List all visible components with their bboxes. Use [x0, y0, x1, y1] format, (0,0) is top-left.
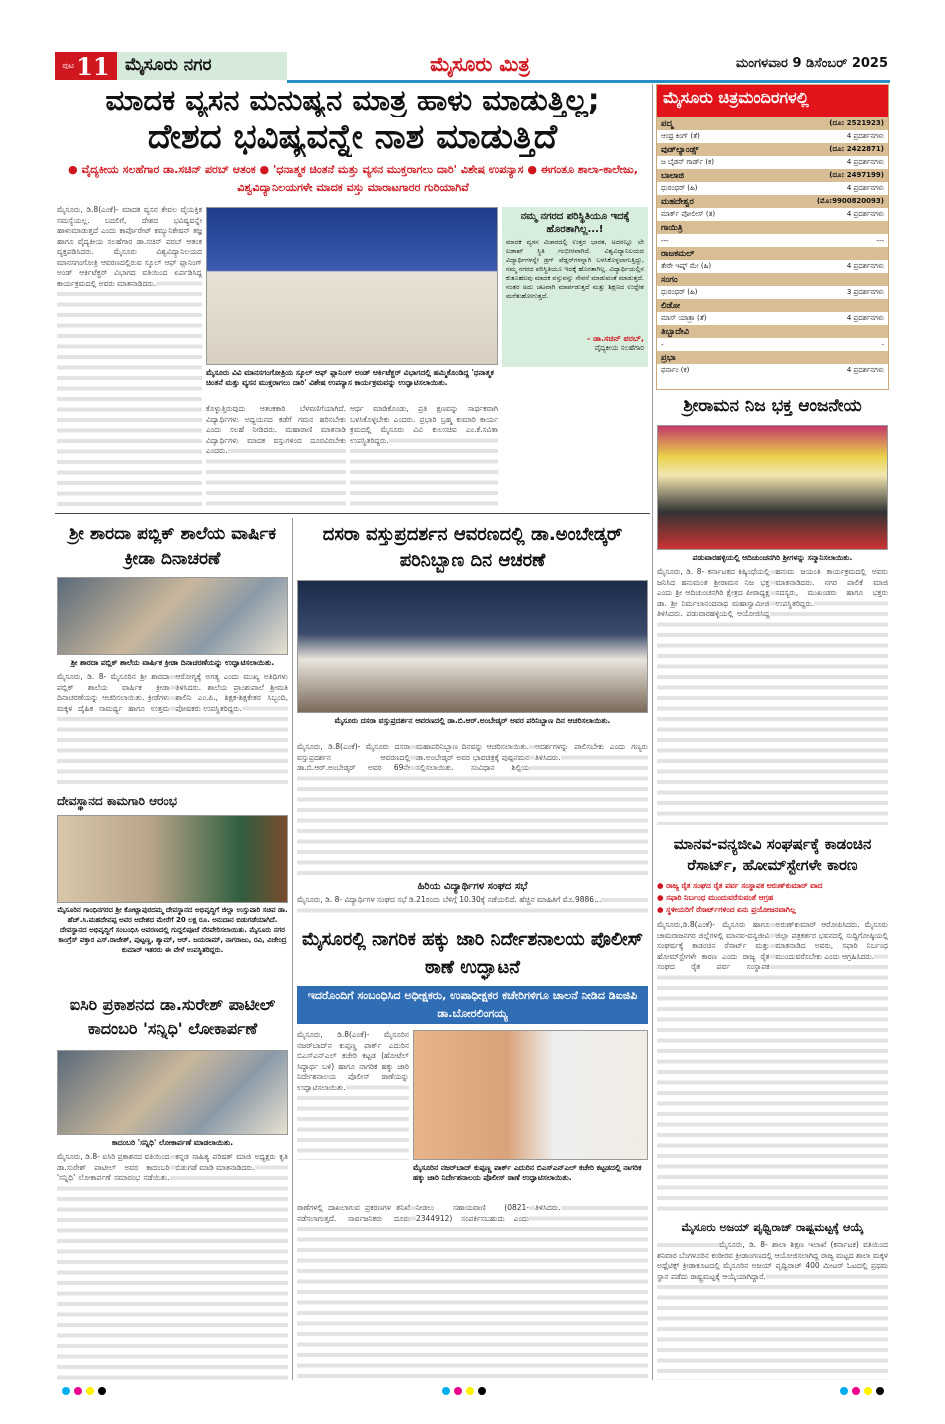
- theatre-name: ಪ್ರಭಾ: [657, 351, 762, 364]
- theatre-row: [657, 221, 888, 234]
- show-count: ---: [762, 234, 889, 247]
- theatre-row: [657, 273, 888, 286]
- showing-row: [657, 130, 888, 143]
- isiri-caption: ಕಾದಂಬರಿ 'ಸನ್ನಿಧಿ' ಲೋಕಾರ್ಪಣೆ ಮಾಡಲಾಯಿತು.: [111, 1138, 234, 1147]
- show-count: 4 ಪ್ರದರ್ಶನಗಳು: [762, 130, 889, 143]
- showing-row: [657, 286, 888, 299]
- page-number: 11: [76, 51, 110, 81]
- dasara-photo: [297, 580, 648, 713]
- nagarika-caption: ಮೈಸೂರಿನ ನಜರ್‌ಬಾದ್ ಕುಪ್ಪಣ್ಣ ಪಾರ್ಕ್ ಎದುರಿನ ಬಿಎಸ್‌ಎನ್‌ಎಲ್ ಕಚೇರಿ ಕಟ್ಟಡದಲ್ಲಿ ನಾಗರಿಕ ಹಕ್ಕು ಜಾರಿ ನಿರ್ದೇಶನಾಲಯ ಪೊಲೀಸ್ ಠಾಣೆ ಉದ್ಘಾಟಿಸಲಾಯಿತು.: [413, 1163, 642, 1182]
- showing-row: [657, 312, 888, 325]
- movie-title: ಫರ್ನಾಂ (ಕ): [657, 364, 762, 377]
- manava-subheads: [657, 880, 890, 916]
- show-count: 3 ಪ್ರದರ್ಶನಗಳು: [762, 286, 889, 299]
- theatre-name: ಲಿಡೋ: [657, 299, 762, 312]
- cinema-listing: [656, 84, 889, 390]
- masthead: ಮೈಸೂರು ಮಿತ್ರ: [430, 52, 530, 76]
- movie-title: ---: [657, 234, 762, 247]
- theatre-row: [657, 169, 888, 182]
- quote-box: [502, 207, 648, 367]
- nagarika-body-2: ಠಾಣೆಗಳಲ್ಲಿ ದಾಖಲಾಗುವ ಪ್ರಕರಣಗಳ ತನಿಖೆ ನಡೆಸಲಾಗುತ್ತದೆ. ಸಾರ್ವಜನಿಕರು ದೂರು ನೀಡಲು ಸಹಾಯವಾಣಿ (0821-2344912) ಸಂಪರ್ಕಿಸಬಹುದು ಎಂದು ತಿಳಿಸಿದರು.: [297, 1203, 648, 1380]
- quote-box-author: - ಡಾ.ಸಚಿನ್ ಪರಬ್,: [587, 334, 644, 343]
- theatre-row: [657, 247, 888, 260]
- lead-photo-caption: ಮೈಸೂರು ವಿವಿ ಮಾನಸಗಂಗೋತ್ರಿಯ ಸ್ಕೂಲ್ ಆಫ್ ಪ್ಲಾನಿಂಗ್ ಅಂಡ್ ಆರ್ಕಿಟೆಕ್ಚರ್ ವಿಭಾಗದಲ್ಲಿ ಹಮ್ಮಿಕೊಂಡಿದ್ದ 'ಧನಾತ್ಮಕ ಚಿಂತನೆ ಮತ್ತು ವ್ಯಸನ ಮುಕ್ತರಾಗಲು ದಾರಿ' ವಿಶೇಷ ಉಪನ್ಯಾಸ ಕಾರ್ಯಕ್ರಮವನ್ನು ಉದ್ಘಾಟಿಸಲಾಯಿತು.: [206, 368, 494, 387]
- ajay-headline: ಮೈಸೂರು ಅಜಯ್ ಪೃಥ್ವಿರಾಜ್ ರಾಷ್ಟ್ರಮಟ್ಟಕ್ಕೆ ಆಯ್ಕೆ: [681, 1222, 864, 1234]
- theatre-row: [657, 351, 888, 364]
- isiri-body: ಮೈಸೂರು, ಡಿ.8- ಐಸಿರಿ ಪ್ರಕಾಶನದ ವತಿಯಿಂದ ಡಾ.ಸುರೇಶ್ ಪಾಟೀಲ್ ಅವರ ಕಾದಂಬರಿ 'ಸನ್ನಿಧಿ' ಲೋಕಾರ್ಪಣೆ ಸಮಾರಂಭ ನಡೆಯಿತು. ಕನ್ನಡ ಸಾಹಿತ್ಯ ಪರಿಷತ್ ಮಾಜಿ ಅಧ್ಯಕ್ಷರು ಕೃತಿ ಬಿಡುಗಡೆ ಮಾಡಿ ಮಾತನಾಡಿದರು.: [57, 1152, 288, 1380]
- theatre-phone: [762, 299, 889, 312]
- sharada-photo: [57, 577, 288, 655]
- lead-body-1: ಮೈಸೂರು, ಡಿ.8(ಎಂಕೆ)- ಮಾದಕ ವ್ಯಸನ ಕೇವಲ ವೈಯಕ್ತಿಕ ಸಮಸ್ಯೆಯಲ್ಲ. ಬದಲಿಗೆ, ದೇಶದ ಭವಿಷ್ಯವನ್ನೇ ಹಾಳುಮಾಡುತ್ತದೆ ಎಂದು ಕಾರ್ಪೊರೇಟ್ ಕಮ್ಯುನಿಕೇಷನ್ ತಜ್ಞ ಹಾಗೂ ವೈದ್ಯಕೀಯ ಸಲಹೆಗಾರ ಡಾ.ಸಚಿನ್ ಪರಬ್ ಆತಂಕ ವ್ಯಕ್ತಪಡಿಸಿದರು. ಮೈಸೂರು ವಿಶ್ವವಿದ್ಯಾನಿಲಯದ ಮಾನಸಗಂಗೋತ್ರಿ ಆವರಣದಲ್ಲಿರುವ ಸ್ಕೂಲ್ ಆಫ್ ಪ್ಲಾನಿಂಗ್ ಅಂಡ್ ಆರ್ಕಿಟೆಕ್ಚರ್ ವಿಭಾಗದ ವತಿಯಿಂದ ಏರ್ಪಡಿಸಿದ್ದ ಕಾರ್ಯಕ್ರಮದಲ್ಲಿ ಅವರು ಮಾತನಾಡಿದರು.: [57, 205, 202, 510]
- theatre-row: [657, 325, 888, 338]
- theatre-name: ಸಂಗಂ: [657, 273, 762, 286]
- show-count: 4 ಪ್ರದರ್ಶನಗಳು: [762, 312, 889, 325]
- isiri-headline: ಐಸಿರಿ ಪ್ರಕಾಶನದ ಡಾ.ಸುರೇಶ್ ಪಾಟೀಲ್ ಕಾದಂಬರಿ 'ಸನ್ನಿಧಿ' ಲೋಕಾರ್ಪಣೆ: [69, 995, 276, 1038]
- isiri-photo: [57, 1050, 288, 1135]
- show-count: 4 ಪ್ರದರ್ಶನಗಳು: [762, 364, 889, 377]
- showing-row: [657, 182, 888, 195]
- devasthana-photo: [57, 815, 288, 903]
- hiriya-body: ಮೈಸೂರು, ಡಿ. 8- ವಿದ್ಯಾರ್ಥಿಗಳ ಸಂಘದ ಸಭೆ ಡಿ.21ರಂದು ಬೆಳಿಗ್ಗೆ 10.30ಕ್ಕೆ ನಡೆಯಲಿದೆ. ಹೆಚ್ಚಿನ ಮಾಹಿತಿಗೆ ಮೊ.9886...: [297, 895, 648, 917]
- dasara-body: ಮೈಸೂರು, ಡಿ.8(ಎಂಕೆ)- ಮೈಸೂರು ದಸರಾ ವಸ್ತುಪ್ರದರ್ಶನ ಆವರಣದಲ್ಲಿ ಡಾ.ಬಿ.ಆರ್.ಅಂಬೇಡ್ಕರ್ ಅವರ 69ನೇ ಮಹಾಪರಿನಿಬ್ಬಾಣ ದಿನವನ್ನು ಆಚರಿಸಲಾಯಿತು. ಡಾ.ಅಂಬೇಡ್ಕರ್ ಅವರ ಭಾವಚಿತ್ರಕ್ಕೆ ಪುಷ್ಪನಮನ ಸಲ್ಲಿಸಲಾಯಿತು. ಸಂವಿಧಾನ ಶಿಲ್ಪಿಯ ಆದರ್ಶಗಳನ್ನು ಪಾಲಿಸಬೇಕು ಎಂದು ಗಣ್ಯರು ತಿಳಿಸಿದರು.: [297, 742, 648, 880]
- theatre-row: [657, 195, 888, 208]
- theatre-row: [657, 299, 888, 312]
- sharada-headline: ಶ್ರೀ ಶಾರದಾ ಪಬ್ಲಿಕ್ ಶಾಲೆಯ ವಾರ್ಷಿಕ ಕ್ರೀಡಾ ದಿನಾಚರಣೆ: [68, 524, 277, 569]
- column-rule: [292, 518, 293, 1380]
- anjaneya-headline: ಶ್ರೀರಾಮನ ನಿಜ ಭಕ್ತ ಆಂಜನೇಯ: [683, 396, 862, 416]
- movie-title: ತೇರೇ ಇಷ್ಕ್ ಮೇ (ಹಿ): [657, 260, 762, 273]
- nagarika-photo: [413, 1030, 648, 1160]
- showing-row: [657, 156, 888, 169]
- show-count: 4 ಪ್ರದರ್ಶನಗಳು: [762, 182, 889, 195]
- theatre-name: ಪದ್ಮ: [657, 117, 762, 130]
- header-rule: [287, 80, 890, 83]
- lead-headline-1: ಮಾದಕ ವ್ಯಸನ ಮನುಷ್ಯನ ಮಾತ್ರ ಹಾಳು ಮಾಡುತ್ತಿಲ್ಲ;: [105, 84, 600, 117]
- movie-title: ಜ ಬೈಡನ್ ಗಾರ್ಡ್ (ಕ): [657, 156, 762, 169]
- devasthana-headline: ದೇವಸ್ಥಾನದ ಕಾಮಗಾರಿ ಆರಂಭ: [57, 794, 177, 808]
- show-count: 4 ಪ್ರದರ್ಶನಗಳು: [762, 208, 889, 221]
- sharada-body: ಮೈಸೂರು, ಡಿ. 8- ಮೈಸೂರಿನ ಶ್ರೀ ಶಾರದಾ ಪಬ್ಲಿಕ್ ಶಾಲೆಯ ವಾರ್ಷಿಕ ಕ್ರೀಡಾ ದಿನಾಚರಣೆಯನ್ನು ಆಚರಿಸಲಾಯಿತು. ಕ್ರೀಡೆಗಳು ಮಕ್ಕಳ ದೈಹಿಕ ಸಾಮರ್ಥ್ಯ ಹಾಗೂ ಉತ್ತಮ ಆರೋಗ್ಯಕ್ಕೆ ಅಗತ್ಯ ಎಂದು ಮುಖ್ಯ ಅತಿಥಿಗಳು ತಿಳಿಸಿದರು. ಶಾಲೆಯ ಪ್ರಾಂಶುಪಾಲೆ ಶ್ರೀಮತಿ ಶಾಲಿನಿ ಎಂ.ಪಿ., ಶಿಕ್ಷಕ-ಶಿಕ್ಷಕೇತರ ಸಿಬ್ಬಂದಿ, ಪೋಷಕರು ಉಪಸ್ಥಿತರಿದ್ದರು.: [57, 672, 288, 790]
- show-count: 4 ಪ್ರದರ್ಶನಗಳು: [762, 156, 889, 169]
- movie-title: ಧುರಂಧರ್ (ಹಿ): [657, 286, 762, 299]
- manava-body: ಮೈಸೂರು,ಡಿ.8(ಎಂಕೆ)- ಮೈಸೂರು ಹಾಗೂ ಚಾಮರಾಜನಗರ ಜಿಲ್ಲೆಗಳಲ್ಲಿ ಮಾನವ-ವನ್ಯಜೀವಿ ಸಂಘರ್ಷಕ್ಕೆ ಕಾಡಂಚಿನ ರೆಸಾರ್ಟ್ ಮತ್ತು ಹೋಮ್‌ಸ್ಟೇಗಳೇ ಕಾರಣ ಎಂದು ರಾಜ್ಯ ರೈತ ಸಂಘದ ರೈತ ಪರ್ವ ಸಂಸ್ಥಾಪಕ ಅರುಣ್‌ಕುಮಾರ್ ಆರೋಪಿಸಿದರು. ಮೈಸೂರು ಜಿಲ್ಲಾ ಪತ್ರಕರ್ತರ ಭವನದಲ್ಲಿ ಸುದ್ದಿಗೋಷ್ಠಿಯಲ್ಲಿ ಮಾತನಾಡಿದ ಅವರು, ಸಫಾರಿ ನಿರ್ಬಂಧ ಮುಂದುವರೆಸಬೇಕು ಎಂದು ಆಗ್ರಹಿಸಿದರು.: [657, 920, 888, 1215]
- theatre-phone: (ಮೊ:9900820093): [762, 195, 889, 208]
- issue-date: ಮಂಗಳವಾರ 9 ಡಿಸೆಂಬರ್ 2025: [735, 56, 888, 71]
- theatre-name: ರಾಜಕಮಲ್: [657, 247, 762, 260]
- movie-title: ಧುರಂಧರ್ (ಹಿ): [657, 182, 762, 195]
- hiriya-headline: ಹಿರಿಯ ವಿದ್ಯಾರ್ಥಿಗಳ ಸಂಘದ ಸಭೆ: [417, 881, 528, 892]
- showing-row: [657, 260, 888, 273]
- theatre-name: ಮಹದೇಶ್ವರ: [657, 195, 762, 208]
- page-number-box: [55, 52, 117, 80]
- sharada-caption: ಶ್ರೀ ಶಾರದಾ ಪಬ್ಲಿಕ್ ಶಾಲೆಯ ವಾರ್ಷಿಕ ಕ್ರೀಡಾ ದಿನಾಚರಣೆಯನ್ನು ಉದ್ಘಾಟಿಸಲಾಯಿತು.: [70, 658, 275, 667]
- showing-row: [657, 364, 888, 377]
- lead-body-2: ಕೊಳ್ಳುತ್ತಿರುವುದು ಆತಂಕಕಾರಿ ಬೆಳವಣಿಗೆಯಾಗಿದೆ. ವಿದ್ಯಾರ್ಥಿಗಳು ಅಧ್ಯಯನದ ಕಡೆಗೆ ಗಮನ ಹರಿಸಬೇಕು ಎಂದು ಸಲಹೆ ನೀಡಿದರು. ಮಹಾರಾಣಿ ಮಾತನಾಡಿ ವಿದ್ಯಾರ್ಥಿಗಳು ಮಾದಕ ವಸ್ತುಗಳಿಂದ ದೂರವಿರಬೇಕು ಎಂದರು.: [206, 404, 346, 510]
- manava-sub-1: ● ರಾಜ್ಯ ರೈತ ಸಂಘದ ರೈತ ಪರ್ವ ಸಂಸ್ಥಾಪಕ ಅರುಣ್‌ಕುಮಾರ್ ವಾದ: [657, 881, 823, 890]
- theatre-name: ಬಾಲಾಜಿ: [657, 169, 762, 182]
- theatre-phone: (ದೂ: 2521923): [762, 117, 889, 130]
- theatre-row: [657, 117, 888, 130]
- cinema-title: ಮೈಸೂರು ಚಿತ್ರಮಂದಿರಗಳಲ್ಲಿ: [657, 85, 888, 117]
- dasara-caption: ಮೈಸೂರು ದಸರಾ ವಸ್ತುಪ್ರದರ್ಶನ ಆವರಣದಲ್ಲಿ ಡಾ.ಬಿ.ಆರ್.ಅಂಬೇಡ್ಕರ್ ಅವರ ಪರಿನಿಬ್ಬಾಣ ದಿನ ಆಚರಿಸಲಾಯಿತು.: [334, 716, 611, 725]
- nagarika-body: ಮೈಸೂರು, ಡಿ.8(ಎಂಕೆ)- ಮೈಸೂರಿನ ನಜರ್‌ಬಾದ್‌ನ ಕುಪ್ಪಣ್ಣ ಪಾರ್ಕ್ ಎದುರಿನ ಬಿಎಸ್‌ಎನ್‌ಎಲ್ ಕಚೇರಿ ಕಟ್ಟಡ (ಹೋಟೆಲ್ ಸಿದ್ದಾರ್ಥ ಬಳಿ) ಹಾಗೂ ನಾಗರಿಕ ಹಕ್ಕು ಜಾರಿ ನಿರ್ದೇಶನಾಲಯ ಪೊಲೀಸ್ ಠಾಣೆಯನ್ನು ಉದ್ಘಾಟಿಸಲಾಯಿತು.: [297, 1030, 409, 1160]
- theatre-name: ತಿಬ್ಬಾದೇವಿ: [657, 325, 762, 338]
- theatre-name: ಗಾಯಿತ್ರಿ: [657, 221, 762, 234]
- ajay-body: ಮೈಸೂರು, ಡಿ. 8- ಶಾಲಾ ಶಿಕ್ಷಣ ಇಲಾಖೆ (ಕರ್ನಾಟಕ) ವತಿಯಿಂದ ಶನಿವಾರ ಬೆಂಗಳೂರಿನ ಕಂಠೀರವ ಕ್ರೀಡಾಂಗಣದಲ್ಲಿ ಆಯೋಜಿಸಲಾಗಿದ್ದ ರಾಜ್ಯ ಮಟ್ಟದ ಶಾಲಾ ಮಕ್ಕಳ ಅಥ್ಲೆಟಿಕ್ಸ್ ಕ್ರೀಡಾಕೂಟದಲ್ಲಿ ಮೈಸೂರಿನ ಅಜಯ್ ಪೃಥ್ವಿರಾಜ್ 400 ಮೀಟರ್ ಓಟದಲ್ಲಿ ಪ್ರಥಮ ಸ್ಥಾನ ಪಡೆದು ರಾಷ್ಟ್ರಮಟ್ಟಕ್ಕೆ ಆಯ್ಕೆಯಾಗಿದ್ದಾರೆ.: [657, 1240, 888, 1380]
- registration-marks: [440, 1380, 488, 1399]
- dasara-headline: ದಸರಾ ವಸ್ತುಪ್ರದರ್ಶನ ಆವರಣದಲ್ಲಿ ಡಾ.ಅಂಬೇಡ್ಕರ್ ಪರಿನಿಬ್ಬಾಣ ದಿನ ಆಚರಣೆ: [322, 524, 623, 571]
- theatre-phone: [762, 221, 889, 234]
- anjaneya-photo: [657, 425, 888, 550]
- lead-subheads: ● ವೈದ್ಯಕೀಯ ಸಲಹೆಗಾರ ಡಾ.ಸಚಿನ್ ಪರಬ್ ಆತಂಕ ● 'ಧನಾತ್ಮಕ ಚಿಂತನೆ ಮತ್ತು ವ್ಯಸನ ಮುಕ್ತರಾಗಲು ದಾರಿ' ವಿಶೇಷ ಉಪನ್ಯಾಸ ● ಈಗಂತೂ ಶಾಲಾ-ಕಾಲೇಜು, ವಿಶ್ವವಿದ್ಯಾನಿಲಯಗಳೇ ಮಾದಕ ವಸ್ತು ಮಾರಾಟಗಾರರ ಗುರಿಯಾಗಿವೆ: [68, 163, 638, 194]
- movie-title: ಆಂಧ್ರ ಕಿಂಗ್ (ತೆ): [657, 130, 762, 143]
- page-prefix: ಪುಟ: [62, 61, 75, 70]
- show-count: 4 ಪ್ರದರ್ಶನಗಳು: [762, 260, 889, 273]
- lead-body-3: ಆರ್ಥ ಮಾಡಿಕೊಂಡು, ಪ್ರತಿ ಕ್ಷಣವನ್ನು ಸಾರ್ಥಕವಾಗಿ ಬಳಸಿಕೊಳ್ಳಬೇಕು ಎಂದರು. ಪ್ರಭಾರಿ ಬ್ರಹ್ಮ ಕುಮಾರಿ ಕಾರ್ಯ ಕ್ರಮದಲ್ಲಿ ಮೈಸೂರು ವಿವಿ ಕುಲಸಚಿವ ಎಂ.ಕೆ.ಸವಿತಾ ಉಪಸ್ಥಿತರಿದ್ದರು.: [350, 404, 498, 510]
- section-label: ಮೈಸೂರು ನಗರ: [117, 52, 287, 80]
- theatre-phone: (ದೂ: 2497199): [762, 169, 889, 182]
- theatre-phone: (ದೂ: 2422871): [762, 143, 889, 156]
- registration-marks: [838, 1380, 886, 1399]
- nagarika-banner: ಇದರೊಂದಿಗೆ ಸಂಬಂಧಿಸಿದ ಅಧೀಕ್ಷಕರು, ಉಪಾಧೀಕ್ಷಕರ ಕಚೇರಿಗಳಿಗೂ ಚಾಲನೆ ನೀಡಿದ ಡಿಐಜಿಪಿ ಡಾ.ಬೋರಲಿಂಗಯ್ಯ: [297, 986, 648, 1024]
- quote-box-author-role: ವೈದ್ಯಕೀಯ ಸಲಹೆಗಾರ: [594, 344, 644, 352]
- nagarika-headline: ಮೈಸೂರಲ್ಲಿ ನಾಗರಿಕ ಹಕ್ಕು ಜಾರಿ ನಿರ್ದೇಶನಾಲಯ ಪೊಲೀಸ್ ಠಾಣೆ ಉದ್ಘಾಟನೆ: [301, 929, 644, 978]
- showing-row: [657, 234, 888, 247]
- anjaneya-body: ಮೈಸೂರು, ಡಿ. 8- ಕರ್ನಾಟಕದ ಕಿಷ್ಕಿಂಧೆಯಲ್ಲಿ ಜನಿಸಿದ ಹನುಮಂತ ಶ್ರೀರಾಮನ ನಿಜ ಭಕ್ತ ಎಂದು ಶ್ರೀ ಆದಿಚುಂಚನಗಿರಿ ಕ್ಷೇತ್ರದ ಪೀಠಾಧ್ಯಕ್ಷ ಡಾ. ಶ್ರೀ ನಿರ್ಮಲಾನಂದನಾಥ ಮಹಾಸ್ವಾಮೀಜಿ ತಿಳಿಸಿದರು. ಪಡುವಾರಹಳ್ಳಿಯಲ್ಲಿ ಆಯೋಜಿಸಿದ್ದ ಹನುಮ ಜಯಂತಿ ಕಾರ್ಯಕ್ರಮದಲ್ಲಿ ಅವರು ಮಾತನಾಡಿದರು. ನಗರ ಪಾಲಿಕೆ ಮಾಜಿ ಸದಸ್ಯರು, ಮುಖಂಡರು ಹಾಗೂ ಭಕ್ತರು ಉಪಸ್ಥಿತರಿದ್ದರು.: [657, 567, 888, 825]
- quote-box-title: ನಮ್ಮ ನಗರದ ಪರಿಸ್ಥಿತಿಯೂ ಇದಕ್ಕೆ ಹೊರತಾಗಿಲ್ಲ...!: [520, 211, 630, 235]
- theatre-name: ವುಡ್‌ಲ್ಯಾಂಡ್ಸ್: [657, 143, 762, 156]
- lead-photo: [206, 207, 498, 365]
- hr: [55, 513, 650, 514]
- devasthana-caption: ಮೈಸೂರಿನ ಗಾಂಧಿನಗರದ ಶ್ರೀ ಕೋಟ್ಲಾಪುರದಮ್ಮ ದೇವಸ್ಥಾನದ ಅಭಿವೃದ್ಧಿಗೆ ಜಿಲ್ಲಾ ಉಸ್ತುವಾರಿ ಸಚಿವ ಡಾ. ಹೆಚ್.ಸಿ.ಮಹದೇವಪ್ಪ ಅವರ ಆದೇಶದ ಮೇರೆಗೆ 20 ಲಕ್ಷ ರೂ. ಅನುದಾನ ಬಿಡುಗಡೆಯಾಗಿದೆ. ದೇವಸ್ಥಾನದ ಅಭಿವೃದ್ಧಿಗೆ ಸಂಬಂಧಿಸಿ ಆವರಣದಲ್ಲಿ ಗುದ್ದಲಿಪೂಜೆ ನೆರವೇರಿಸಲಾಯಿತು. ಮೈಸೂರು ನಗರ ಕಾಂಗ್ರೆಸ್ ವಕ್ತಾರ ಎಸ್.ರಾಜೇಶ್, ಪುಟ್ಟಣ್ಣ, ಶ್ಯಾಮ್, ಆರ್. ಜಯರಾಮ್, ನಾಗರಾಜು, ರವಿ, ವಿಜೇಂದ್ರ ಕುಮಾರ್ ಇತರರು ಈ ವೇಳೆ ಉಪಸ್ಥಿತರಿದ್ದರು.: [57, 906, 288, 954]
- cinema-table: [657, 117, 888, 377]
- registration-marks: [60, 1380, 108, 1399]
- theatre-row: [657, 143, 888, 156]
- manava-sub-2: ● ಸಫಾರಿ ನಿರ್ಬಂಧ ಮುಂದುವರೆಸುವಂತೆ ಆಗ್ರಹ: [657, 893, 774, 902]
- showing-row: [657, 208, 888, 221]
- column-rule: [652, 84, 653, 1380]
- movie-title: ಮಾಸ್ ಯಾತ್ರಾ (ತೆ): [657, 312, 762, 325]
- showing-row: [657, 338, 888, 351]
- movie-title: ಮಾರ್ಕ್ ಪೋಲೀಸ್ (ತ): [657, 208, 762, 221]
- show-count: -: [762, 338, 889, 351]
- manava-headline: ಮಾನವ-ವನ್ಯಜೀವಿ ಸಂಘರ್ಷಕ್ಕೆ ಕಾಡಂಚಿನ ರೆಸಾರ್ಟ್, ಹೋಮ್‌ಸ್ಟೇಗಳೇ ಕಾರಣ: [673, 835, 872, 874]
- theatre-phone: [762, 247, 889, 260]
- theatre-phone: [762, 351, 889, 364]
- quote-box-body: ಮಾದಕ ವ್ಯಸನ ವಿಚಾರದಲ್ಲಿ ಉತ್ತರ ಭಾರತ, ಅದರಲ್ಲೂ ಲೇ ಲಡಾಖ್ ಸ್ಥಿತಿ ಗಂಭೀರವಾಗಿದೆ. ವಿಶ್ವವಿದ್ಯಾನಿಲಯದ ವಿದ್ಯಾರ್ಥಿಗಳನ್ನೇ ಡ್ರಗ್ ಪೆಡ್ಲರ್‌ಗಳನ್ನಾಗಿ ಬಳಸಿಕೊಳ್ಳಲಾಗುತ್ತಿದ್ದು, ನಮ್ಮ ನಗರದ ಪರಿಸ್ಥಿತಿಯೂ ಇದಕ್ಕೆ ಹೊರತಾಗಿಲ್ಲ. ವಿದ್ಯಾರ್ಥಿಯಲ್ಲಿನ ಕುತೂಹಲವು ಮಾದಕ ವಸ್ತುವನ್ನು ಸೇವನೆ ಮಾಡುವಂತೆ ಮಾಡುತ್ತದೆ. ನಂತರ ಅದು ಚಟವಾಗಿ ಮಾರ್ಪಡುತ್ತದೆ ಮತ್ತು ಶಿಕ್ಷಣದ ಉದ್ದೇಶ ಮರೆತುಹೋಗುತ್ತದೆ.: [506, 238, 644, 300]
- theatre-phone: [762, 325, 889, 338]
- theatre-phone: [762, 273, 889, 286]
- movie-title: -: [657, 338, 762, 351]
- manava-sub-3: ● ಸ್ಥಳೀಯರಿಗೆ ರೆಸಾರ್ಟ್‌ಗಳಿಂದ ಏನು ಪ್ರಯೋಜನವಾಗಿಲ್ಲ: [657, 905, 796, 914]
- lead-headline-2: ದೇಶದ ಭವಿಷ್ಯವನ್ನೇ ನಾಶ ಮಾಡುತ್ತಿದೆ: [147, 118, 558, 157]
- anjaneya-caption: ಪಡುವಾರಹಳ್ಳಿಯಲ್ಲಿ ಆದಿಚುಂಚನಗಿರಿ ಶ್ರೀಗಳನ್ನು ಸನ್ಮಾನಿಸಲಾಯಿತು.: [692, 553, 853, 562]
